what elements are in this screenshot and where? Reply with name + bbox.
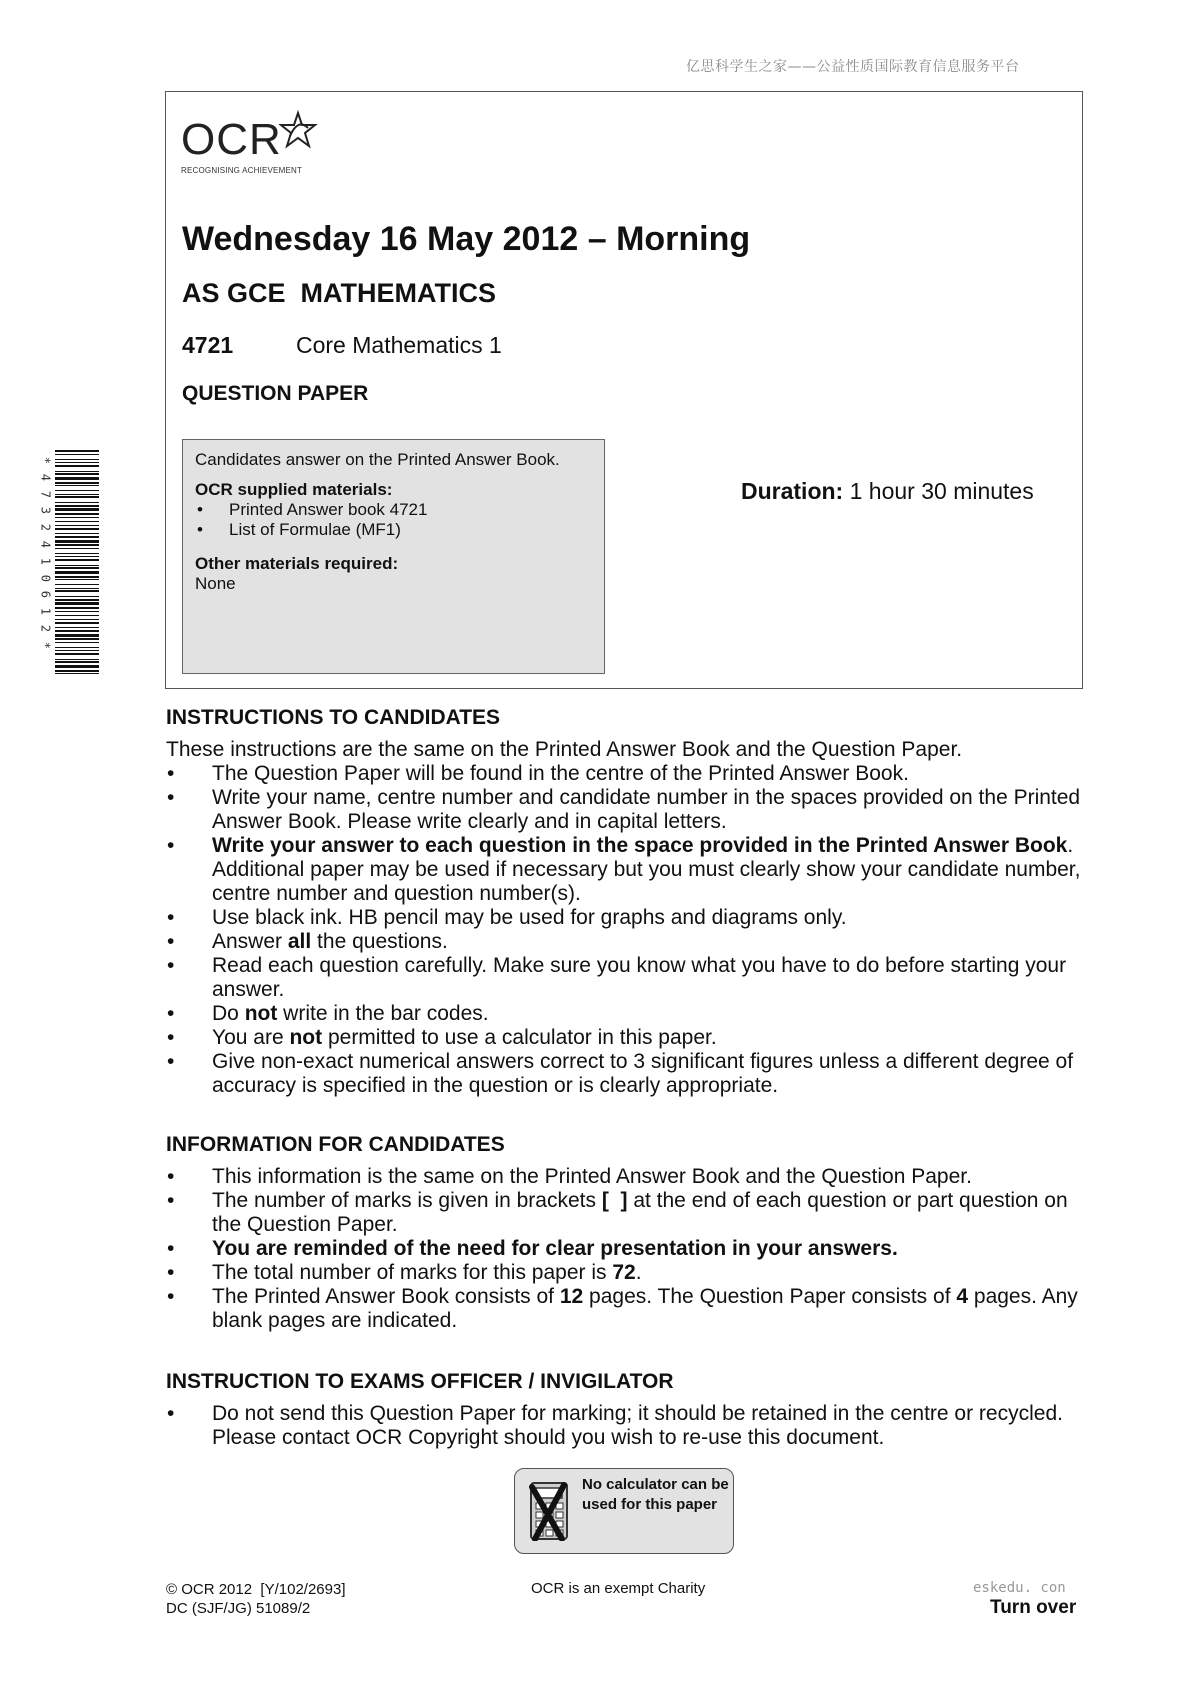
list-item [166,1189,1086,1237]
list-item-text: Read each question carefully. Make sure you know what you have to do before starting your answer. [212,954,1067,1001]
list-item-text: . [635,1261,642,1284]
list-item [166,1285,1086,1333]
barcode-bar [55,647,99,648]
barcode-bar [55,454,99,455]
barcode-bar [55,485,99,486]
barcode-bar [55,540,99,543]
list-item [166,1002,1086,1026]
barcode-bar [55,642,99,643]
footer-ref: DC (SJF/JG) 51089/2 [166,1600,311,1617]
barcode-bar [55,599,99,601]
list-item [166,1261,1086,1285]
list-item-text: The Question Paper will be found in the centre of the Printed Answer Book. [212,762,909,785]
list-item-text: Do not send this Question Paper for marking; it should be retained in the centre or recycled. Please contact OCR Copyright should you wish to re-use this document. [212,1402,1063,1449]
footer-site: eskedu. con [973,1580,1066,1596]
list-item-text: write in the bar codes. [277,1002,489,1025]
list-item-text: Give non-exact numerical answers correct to 3 significant figures unless a different degree of accuracy is specified in the question or is clearly appropriate. [212,1050,1074,1097]
barcode-digit: * [38,641,53,649]
barcode-digit: 4 [38,473,53,481]
list-item-text: not [289,1026,323,1049]
paper-type: QUESTION PAPER [182,382,369,405]
barcode-bar [55,502,99,503]
logo-tagline: RECOGNISING ACHIEVEMENT [181,166,303,175]
instructions-intro: These instructions are the same on the Printed Answer Book and the Question Paper. [166,738,963,761]
barcode-digit: 4 [38,540,53,548]
list-item-text: [ ] [601,1189,628,1212]
list-item [166,906,1086,930]
list-item [166,1402,1086,1450]
barcode-bar [55,471,99,472]
instructions-list [166,762,1086,1098]
barcode-bar [55,653,99,655]
barcode-bar [55,567,99,569]
barcode-bar [55,521,99,522]
barcode-bar [55,548,99,549]
barcode-bar [55,665,99,668]
barcode-bar [55,630,99,632]
barcode-bar [55,544,99,546]
list-item-text: pages. The Question Paper consists of [583,1285,957,1308]
list-item-text: permitted to use a calculator in this paper. [322,1026,717,1049]
list-item: • Printed Answer book 4721 [195,500,592,520]
barcode-bar [55,536,99,538]
barcode-bar [55,615,99,616]
list-item-text: . Additional paper may be used if necessary but you must clearly show your candidate number, centre number and question number(s). [212,834,1081,905]
barcode-bar [55,673,99,674]
information-title: INFORMATION FOR CANDIDATES [166,1133,505,1156]
list-item-text: pages. Any blank pages are indicated. [212,1285,1078,1332]
barcode-bar [55,462,99,463]
barcode-bar [55,525,99,526]
calculator-notice-text: No calculator can be used for this paper [582,1476,729,1513]
duration-label: Duration: [741,478,844,504]
barcode-digit: * [38,456,53,465]
barcode-digit: 1 [38,607,53,616]
barcode-bar [55,659,99,660]
barcode-digit: 2 [38,624,53,632]
barcode-bar [55,505,99,507]
barcode-bar [55,556,99,557]
list-item-text: You are reminded of the need for clear presentation in your answers. [212,1237,898,1260]
barcode-bar [55,579,99,580]
crossed-calculator-icon [529,1481,569,1541]
supplied-materials-heading: OCR supplied materials: [195,480,393,499]
footer-left [166,1580,346,1618]
barcode-bar [55,494,99,495]
barcode-bar [55,670,99,672]
barcode-bar [55,533,99,534]
list-item [166,930,1086,954]
list-item-text: The total number of marks for this paper is [212,1261,613,1284]
footer-charity: OCR is an exempt Charity [531,1580,706,1597]
calculator-notice [514,1468,734,1554]
list-item [166,1237,1086,1261]
officer-title: INSTRUCTION TO EXAMS OFFICER / INVIGILATOR [166,1370,674,1393]
list-item [166,786,1086,834]
barcode-bar [55,482,99,484]
list-item: • List of Formulae (MF1) [195,520,592,540]
list-item [166,1165,1086,1189]
other-materials-value: None [195,574,236,593]
list-item-text: The number of marks is given in brackets [212,1189,602,1212]
list-item-text: 72 [612,1261,636,1284]
barcode-bar [55,565,99,566]
list-item [166,762,1086,786]
barcode-bar [55,661,99,663]
instructions-section [166,706,1086,1098]
barcode-bar [55,634,99,637]
barcode-digits [38,452,52,654]
list-item-text: not [244,1002,278,1025]
other-materials-heading: Other materials required: [195,554,399,573]
barcode-bar [55,576,99,578]
barcode-bar [55,650,99,651]
barcode-bar [55,450,99,452]
barcode-bar [55,596,99,597]
list-item-text: The Printed Answer Book consists of [212,1285,560,1308]
materials-intro: Candidates answer on the Printed Answer Book. [195,450,560,469]
materials-box [182,439,605,674]
barcode-digit: 7 [38,490,53,498]
watermark-text: 亿思科学生之家——公益性质国际教育信息服务平台 [686,59,1020,75]
barcode-bar [55,627,99,628]
barcode-bar [55,553,99,554]
barcode-bar [55,508,99,511]
barcode-bar [55,611,99,612]
duration [741,478,1034,505]
barcode-bar [55,517,99,518]
barcode-bar [55,571,99,574]
list-item-text: Use black ink. HB pencil may be used for graphs and diagrams only. [212,906,847,929]
barcode-bar [55,638,99,640]
information-list [166,1165,1086,1333]
barcode-digit: 6 [38,591,53,599]
barcode-bar [55,465,99,467]
instructions-title: INSTRUCTIONS TO CANDIDATES [166,706,501,729]
barcode [55,450,99,678]
paper-name: Core Mathematics 1 [296,332,502,358]
footer-copyright: © OCR 2012 [Y/102/2693] [166,1581,346,1598]
supplied-materials-list [195,500,592,540]
officer-list [166,1402,1086,1450]
barcode-bar [55,588,99,589]
information-section [166,1133,1086,1333]
paper-code: 4721 [182,332,234,358]
list-item [166,1050,1086,1098]
star-swirl-icon [278,110,318,150]
barcode-digit: 0 [38,574,53,582]
list-item-text: You are [212,1026,290,1049]
barcode-bar [55,619,99,620]
barcode-bar [55,473,99,475]
barcode-bar [55,622,99,624]
logo-text: OCR [181,115,282,164]
barcode-bar [55,584,99,585]
list-item-text: at the end of each question or part question on the Question Paper. [212,1189,1068,1236]
barcode-bar [55,590,99,592]
barcode-bar [55,602,99,605]
turn-over-label: Turn over [990,1597,1077,1618]
list-item-text: Write your name, centre number and candidate number in the spaces provided on the Printed Answer Book. Please write clearly and in capital letters. [212,786,1081,833]
duration-value: 1 hour 30 minutes [843,478,1034,504]
list-item-text: 4 [956,1285,969,1308]
officer-section [166,1370,1086,1450]
barcode-bar [55,559,99,561]
ocr-logo [181,115,318,175]
list-item-text: Write your answer to each question in the space provided in the Printed Answer Book [212,834,1068,857]
barcode-digit: 3 [38,507,53,515]
barcode-bar [55,528,99,530]
list-item-text: Do [212,1002,245,1025]
list-item [166,1026,1086,1050]
list-item-text: the questions. [311,930,448,953]
list-item-text: 12 [559,1285,584,1308]
barcode-bar [55,496,99,498]
barcode-bar [55,490,99,491]
barcode-digit: 2 [38,523,53,532]
barcode-bar [55,513,99,515]
barcode-bar [55,477,99,480]
list-item-text: This information is the same on the Printed Answer Book and the Question Paper. [212,1165,972,1188]
barcode-digit: 1 [38,557,53,565]
subject-title: AS GCE MATHEMATICS [182,278,496,308]
barcode-bar [55,607,99,609]
list-item [166,834,1086,906]
exam-date-title: Wednesday 16 May 2012 – Morning [182,220,751,258]
list-item [166,954,1086,1002]
list-item-text: all [287,930,312,953]
list-item-text: Answer [212,930,288,953]
barcode-bar [55,459,99,460]
